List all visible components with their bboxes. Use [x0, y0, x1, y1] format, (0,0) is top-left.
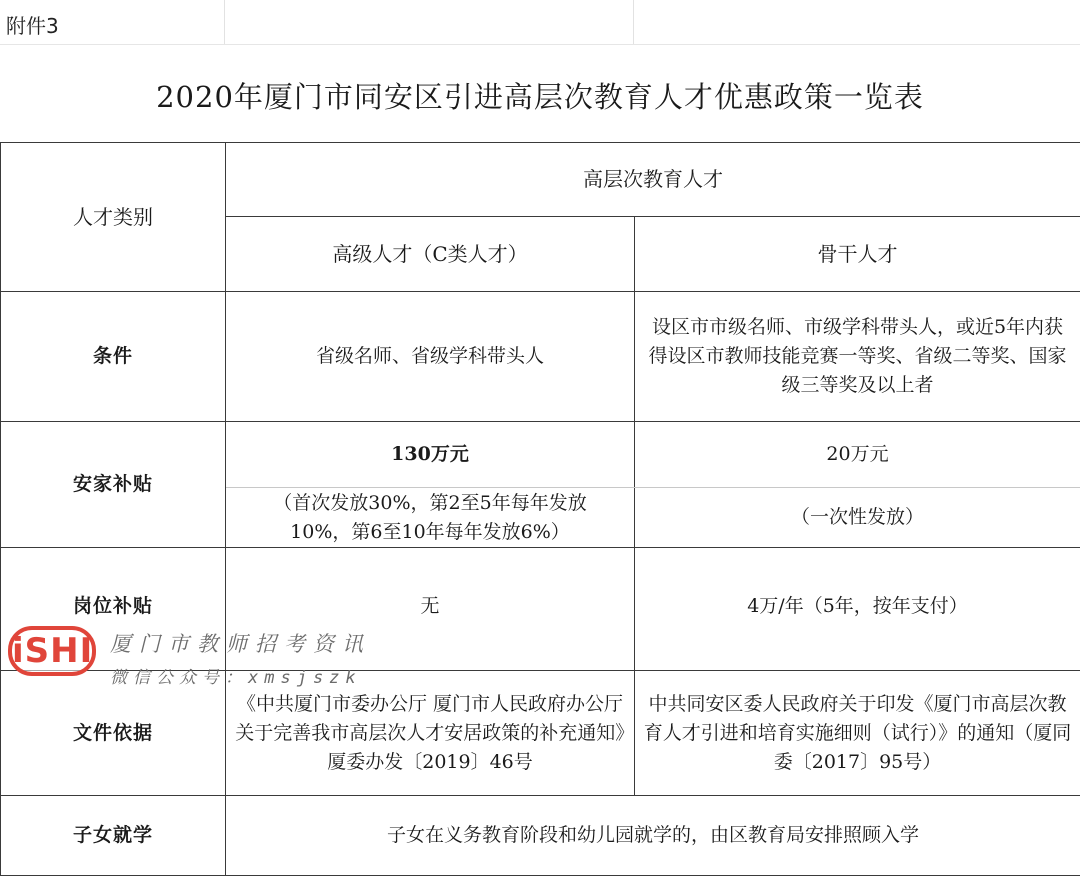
group-header-cell: 高层次教育人才	[226, 143, 1080, 217]
documents-label: 文件依据	[1, 671, 226, 796]
settlement-label: 安家补贴	[1, 422, 226, 548]
attachment-row	[0, 0, 1080, 44]
backbone-talent-header: 骨干人才	[635, 217, 1080, 292]
policy-table	[0, 142, 1080, 876]
conditions-label: 条件	[1, 292, 226, 422]
settlement-backbone-amount: 20万元	[635, 422, 1080, 488]
watermark-title: 厦门市教师招考资讯	[110, 628, 371, 658]
documents-backbone: 中共同安区委人民政府关于印发《厦门市高层次教育人才引进和培育实施细则（试行）》的通知（厦同委〔2017〕95号）	[635, 671, 1080, 796]
post-subsidy-label: 岗位补贴	[1, 548, 226, 671]
page-title: 2020年厦门市同安区引进高层次教育人才优惠政策一览表	[0, 75, 1080, 116]
table-row	[1, 143, 1080, 217]
settlement-senior-note: （首次发放30%，第2至5年每年发放10%，第6至10年每年发放6%）	[226, 488, 635, 548]
grid-line	[224, 0, 225, 44]
schooling-label: 子女就学	[1, 796, 226, 876]
grid-line	[633, 0, 634, 44]
settlement-backbone-note: （一次性发放）	[635, 488, 1080, 548]
watermark-account: 微信公众号：xmsjszk	[110, 663, 362, 688]
ishi-logo: iSHI	[8, 626, 96, 676]
post-subsidy-backbone: 4万/年（5年，按年支付）	[635, 548, 1080, 671]
table-row	[1, 292, 1080, 422]
settlement-senior-amount: 130万元	[226, 422, 635, 488]
conditions-senior: 省级名师、省级学科带头人	[226, 292, 635, 422]
watermark	[0, 614, 400, 694]
attachment-label: 附件3	[6, 10, 59, 39]
table-row	[1, 422, 1080, 488]
table-row	[1, 796, 1080, 876]
category-label-cell: 人才类别	[1, 143, 226, 292]
senior-talent-header: 高级人才（C类人才）	[226, 217, 635, 292]
conditions-backbone: 设区市市级名师、市级学科带头人，或近5年内获得设区市教师技能竞赛一等奖、省级二等奖、国家级三等奖及以上者	[635, 292, 1080, 422]
post-subsidy-senior: 无	[226, 548, 635, 671]
title-row	[0, 44, 1080, 143]
documents-senior: 《中共厦门市委办公厅 厦门市人民政府办公厅关于完善我市高层次人才安居政策的补充通知》厦委办发〔2019〕46号	[226, 671, 635, 796]
schooling-value: 子女在义务教育阶段和幼儿园就学的，由区教育局安排照顾入学	[226, 796, 1080, 876]
